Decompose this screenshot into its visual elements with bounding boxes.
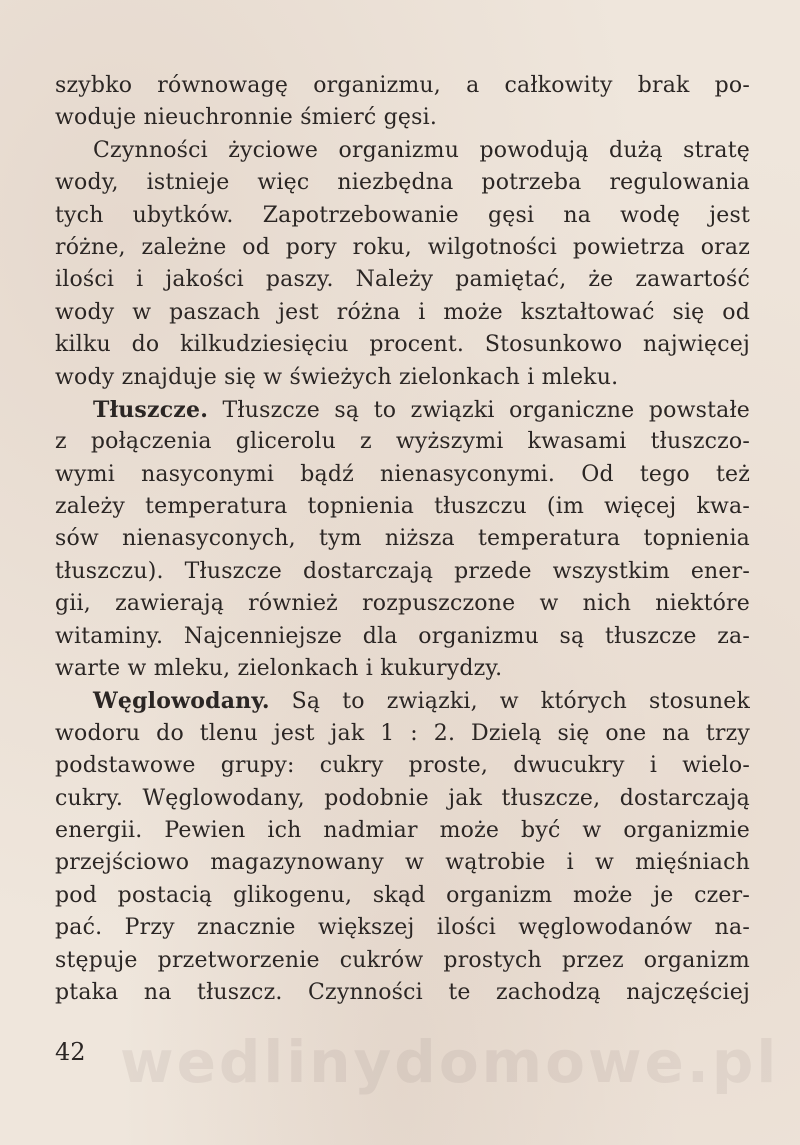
text-line: zależy temperatura topnienia tłuszczu (im więcej kwa- bbox=[55, 494, 750, 520]
paragraph-fats bbox=[55, 394, 750, 686]
text-line: wody w paszach jest różna i może kształtować się od bbox=[55, 299, 750, 325]
paragraph-carbohydrates bbox=[55, 685, 750, 1009]
text-line bbox=[55, 685, 750, 717]
text-line bbox=[55, 394, 750, 426]
text-line: sów nienasyconych, tym niższa temperatura topnienia bbox=[55, 526, 750, 552]
text-line: cukry. Węglowodany, podobnie jak tłuszcze, dostarczają bbox=[55, 785, 750, 811]
text-line: wymi nasyconymi bądź nienasyconymi. Od tego też bbox=[55, 461, 750, 487]
text-line: witaminy. Najcenniejsze dla organizmu są tłuszcze za- bbox=[55, 623, 750, 649]
text-line: kilku do kilkudziesięciu procent. Stosunkowo najwięcej bbox=[55, 332, 750, 358]
text-line: tłuszczu). Tłuszcze dostarczają przede wszystkim ener- bbox=[55, 558, 750, 584]
page-number: 42 bbox=[55, 1038, 86, 1066]
text-line: wody, istnieje więc niezbędna potrzeba regulowania bbox=[55, 170, 750, 196]
section-heading-carbohydrates: Węglowodany. bbox=[93, 688, 270, 715]
text-fragment: Są to związki, w których stosunek bbox=[269, 689, 750, 715]
text-line: gii, zawierają również rozpuszczone w nich niektóre bbox=[55, 591, 750, 617]
text-line: woduje nieuchronnie śmierć gęsi. bbox=[55, 105, 438, 131]
watermark: wedlinydomowe.pl bbox=[120, 1028, 780, 1096]
text-line: pać. Przy znacznie większej ilości węglowodanów na- bbox=[55, 915, 750, 941]
text-line: pod postacią glikogenu, skąd organizm może je czer- bbox=[55, 882, 750, 908]
text-fragment: Tłuszcze są to związki organiczne powstałe bbox=[208, 397, 750, 423]
paragraph bbox=[55, 135, 750, 394]
text-line: ilości i jakości paszy. Należy pamiętać, że zawartość bbox=[55, 267, 750, 293]
text-line: tych ubytków. Zapotrzebowanie gęsi na wodę jest bbox=[55, 202, 750, 228]
text-line: szybko równowagę organizmu, a całkowity brak po- bbox=[55, 73, 750, 98]
text-line: energii. Pewien ich nadmiar może być w organizmie bbox=[55, 817, 750, 843]
text-line: różne, zależne od pory roku, wilgotności powietrza oraz bbox=[55, 234, 750, 260]
text-line: wodoru do tlenu jest jak 1 : 2. Dzielą się one na trzy bbox=[55, 720, 750, 746]
text-line: stępuje przetworzenie cukrów prostych przez organizm bbox=[55, 947, 750, 973]
text-line: przejściowo magazynowany w wątrobie i w mięśniach bbox=[55, 850, 750, 876]
text-line: z połączenia glicerolu z wyższymi kwasami tłuszczo- bbox=[55, 429, 750, 455]
page-text bbox=[55, 70, 750, 1009]
paragraph bbox=[55, 70, 750, 135]
text-line: wody znajduje się w świeżych zielonkach i mleku. bbox=[55, 364, 619, 390]
text-line: podstawowe grupy: cukry proste, dwucukry i wielo- bbox=[55, 753, 750, 779]
text-line: warte w mleku, zielonkach i kukurydzy. bbox=[55, 656, 503, 682]
text-line: Czynności życiowe organizmu powodują dużą stratę bbox=[93, 137, 750, 163]
section-heading-fats: Tłuszcze. bbox=[93, 396, 209, 423]
text-line: ptaka na tłuszcz. Czynności te zachodzą najczęściej bbox=[55, 979, 750, 1005]
